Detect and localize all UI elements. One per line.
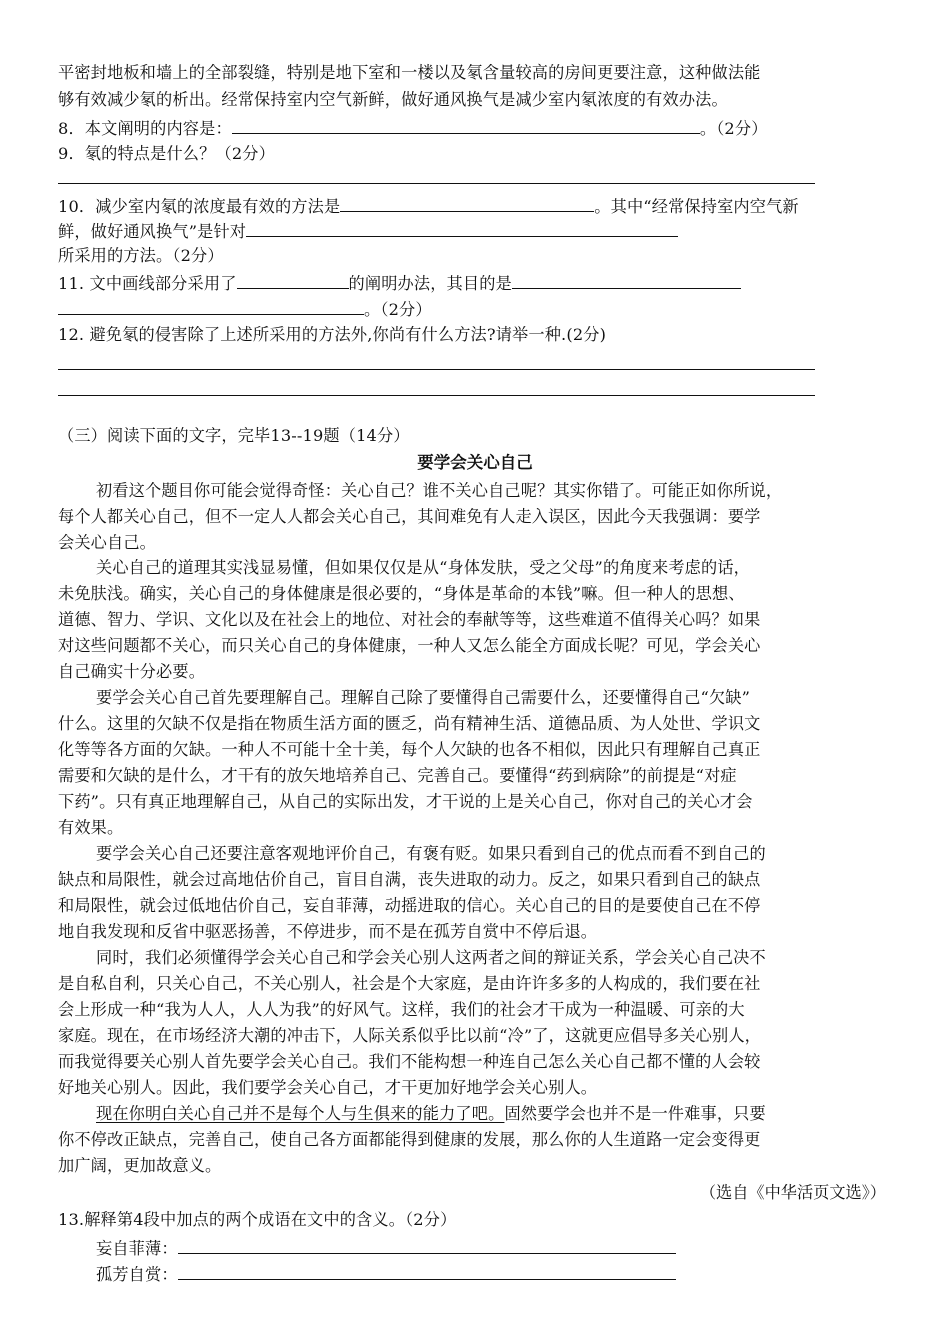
- question-13: 13.解释第4段中加点的两个成语在文中的含义。（2分）: [58, 1210, 457, 1229]
- answer-blank[interactable]: [246, 219, 678, 237]
- paragraph-line: 家庭。现在，在市场经济大潮的冲击下，人际关系似乎比以前“冷”了，这就更应倡导多关心别人，: [58, 1026, 762, 1045]
- answer-line[interactable]: [58, 395, 815, 396]
- question-10-text: 鲜，做好通风换气”是针对: [58, 222, 247, 241]
- paragraph-line: 初看这个题目你可能会觉得奇怪：关心自己？谁不关心自己呢？其实你错了。可能正如你所说，: [96, 481, 783, 500]
- question-12: 12. 避免氡的侵害除了上述所采用的方法外,你尚有什么方法?请举一种.(2分): [58, 325, 607, 344]
- text-line: 够有效减少氡的析出。经常保持室内空气新鲜，做好通风换气是减少室内氡浓度的有效办法。: [58, 90, 728, 109]
- question-10-line2: [58, 219, 678, 243]
- paragraph-line: 什么。这里的欠缺不仅是指在物质生活方面的匮乏，尚有精神生活、道德品质、为人处世、学识文: [58, 714, 761, 733]
- paragraph-line: 需要和欠缺的是什么，才干有的放矢地培养自己、完善自己。要懂得“药到病除”的前提是“对症: [58, 766, 737, 785]
- question-11: [58, 271, 741, 295]
- article-title: 要学会关心自己: [417, 453, 533, 472]
- answer-blank[interactable]: [178, 1236, 676, 1254]
- paragraph-line: 会关心自己。: [58, 533, 157, 552]
- question-13-item: [96, 1236, 676, 1260]
- question-11-text: 的阐明办法，其目的是: [348, 274, 512, 293]
- paragraph-line: 你不停改正缺点，完善自己，使自己各方面都能得到健康的发展，那么你的人生道路一定会变得更: [58, 1130, 761, 1149]
- paragraph-line: [96, 1103, 766, 1125]
- paragraph-line: 而我觉得要关心别人首先要学会关心自己。我们不能构想一种连自己怎么关心自己都不懂的人会较: [58, 1052, 761, 1071]
- paragraph-line: 是自私自利，只关心自己，不关心别人，社会是个大家庭，是由许许多多的人构成的，我们要在社: [58, 974, 761, 993]
- idiom-label: 妄自菲薄：: [96, 1239, 178, 1258]
- question-8-prompt: 8．本文阐明的内容是：: [58, 119, 232, 138]
- question-9: 9．氡的特点是什么？（2分）: [58, 144, 275, 163]
- answer-blank[interactable]: [340, 194, 594, 212]
- question-10-prompt: 10．减少室内氡的浓度最有效的方法是: [58, 197, 341, 216]
- paragraph-line: 缺点和局限性，就会过高地估价自己，盲目自满，丧失进取的动力。反之，如果只看到自己的缺点: [58, 870, 761, 889]
- paragraph-line: 好地关心别人。因此，我们要学会关心自己，才干更加好地学会关心别人。: [58, 1078, 598, 1097]
- answer-line[interactable]: [58, 183, 815, 184]
- paragraph-line: 会上形成一种“我为人人，人人为我”的好风气。这样，我们的社会才干成为一种温暖、可亲的大: [58, 1000, 745, 1019]
- paragraph-line: 对这些问题都不关心，而只关心自己的身体健康，一种人又怎么能全方面成长呢？可见，学会关心: [58, 636, 761, 655]
- paragraph-line: 自己确实十分必要。: [58, 662, 206, 681]
- question-8-points: 。（2分）: [699, 119, 768, 138]
- paragraph-line: 和局限性，就会过低地估价自己，妄自菲薄，动摇进取的信心。关心自己的目的是要使自己在不停: [58, 896, 761, 915]
- answer-blank[interactable]: [232, 116, 700, 134]
- paragraph-line: 化等等各方面的欠缺。一种人不可能十全十美，每个人欠缺的也各不相似，因此只有理解自己真正: [58, 740, 761, 759]
- idiom-label: 孤芳自赏：: [96, 1265, 178, 1284]
- question-11-prompt: 11. 文中画线部分采用了: [58, 274, 237, 293]
- answer-blank[interactable]: [178, 1262, 676, 1280]
- paragraph-line: 要学会关心自己还要注意客观地评价自己，有褒有贬。如果只看到自己的优点而看不到自己的: [96, 844, 766, 863]
- question-8: [58, 116, 768, 140]
- underlined-sentence: 现在你明白关心自己并不是每个人与生俱来的能力了吧。: [96, 1104, 505, 1123]
- question-10: [58, 194, 799, 218]
- answer-blank[interactable]: [512, 271, 741, 289]
- paragraph-line: 每个人都关心自己，但不一定人人都会关心自己，其间难免有人走入误区，因此今天我强调：要学: [58, 507, 761, 526]
- paragraph-line: 未免肤浅。确实，关心自己的身体健康是很必要的，“身体是革命的本钱”嘛。但一种人的思想、: [58, 584, 745, 603]
- paragraph-line: 道德、智力、学识、文化以及在社会上的地位、对社会的奉献等等，这些难道不值得关心吗？如果: [58, 610, 761, 629]
- question-13-item: [96, 1262, 676, 1286]
- question-10-line3: 所采用的方法。（2分）: [58, 246, 224, 265]
- paragraph-line: 关心自己的道理其实浅显易懂，但如果仅仅是从“身体发肤，受之父母”的角度来考虑的话，: [96, 558, 751, 577]
- answer-blank[interactable]: [58, 297, 364, 315]
- paragraph-line: 地自我发现和反省中驱恶扬善，不停进步，而不是在孤芳自赏中不停后退。: [58, 922, 598, 941]
- paragraph-line: 有效果。: [58, 818, 124, 837]
- paragraph-line: 同时，我们必须懂得学会关心自己和学会关心别人这两者之间的辩证关系，学会关心自己决不: [96, 948, 766, 967]
- answer-blank[interactable]: [237, 271, 349, 289]
- paragraph-line: 下药”。只有真正地理解自己，从自己的实际出发，才干说的上是关心自己，你对自己的关心才会: [58, 792, 753, 811]
- paragraph-line: 加广阔，更加故意义。: [58, 1156, 222, 1175]
- question-10-text: 。其中“经常保持室内空气新: [594, 197, 799, 216]
- text-line: 平密封地板和墙上的全部裂缝，特别是地下室和一楼以及氡含量较高的房间更要注意，这种做法能: [58, 63, 761, 82]
- source-citation: （选自《中华活页文选》）: [699, 1183, 886, 1202]
- paragraph-line: 要学会关心自己首先要理解自己。理解自己除了要懂得自己需要什么，还要懂得自己“欠缺”: [96, 688, 751, 707]
- question-11-line2: [58, 297, 432, 321]
- answer-line[interactable]: [58, 369, 815, 370]
- question-11-points: 。（2分）: [364, 300, 432, 319]
- section-heading: （三）阅读下面的文字，完毕13--19题（14分）: [58, 426, 410, 445]
- paragraph-text: 固然要学会也并不是一件难事，只要: [504, 1104, 766, 1123]
